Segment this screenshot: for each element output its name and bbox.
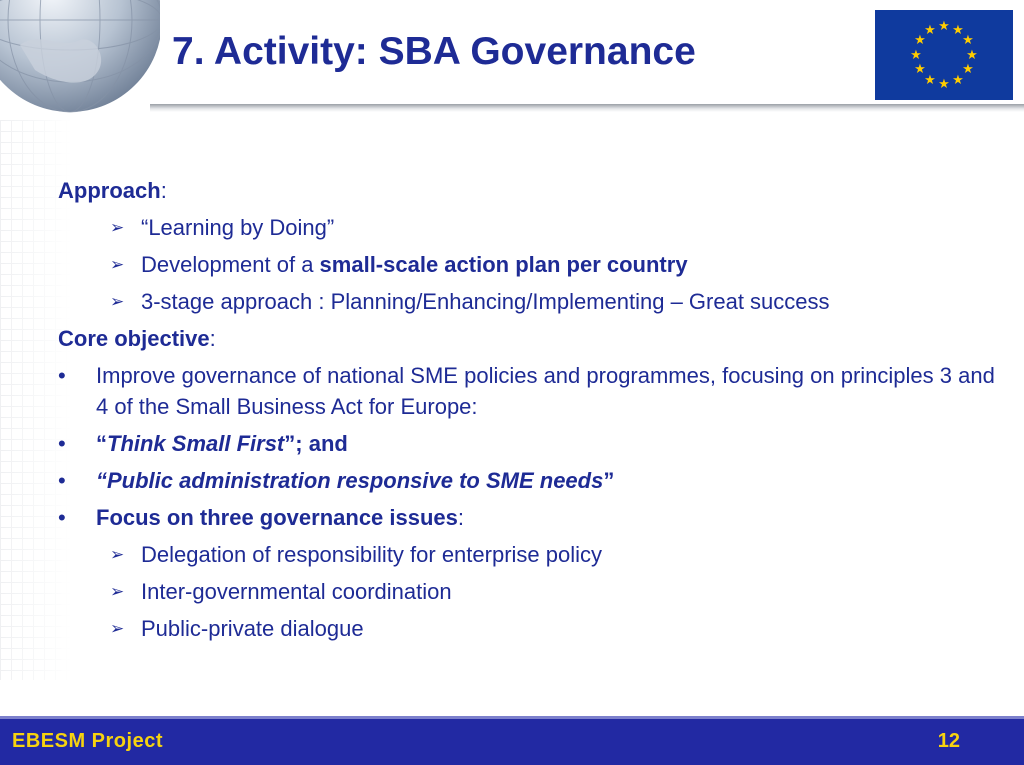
svg-text:★: ★ bbox=[910, 48, 922, 63]
bullet-icon: • bbox=[58, 468, 66, 493]
list-item: ➢ Development of a small-scale action plan per country bbox=[58, 246, 1008, 283]
svg-text:★: ★ bbox=[962, 62, 974, 77]
slide-title: 7. Activity: SBA Governance bbox=[172, 30, 696, 73]
svg-text:★: ★ bbox=[938, 77, 950, 92]
arrow-bullet-icon: ➢ bbox=[110, 582, 125, 601]
slide-body bbox=[58, 172, 1008, 647]
core-objective-heading: Core objective: bbox=[58, 326, 216, 351]
arrow-bullet-icon: ➢ bbox=[110, 255, 125, 274]
list-item: ➢ Inter-governmental coordination bbox=[58, 573, 1008, 610]
footer-label: EBESM Project bbox=[12, 730, 163, 752]
list-item: • Focus on three governance issues: bbox=[58, 499, 1008, 536]
svg-text:★: ★ bbox=[914, 33, 926, 48]
arrow-bullet-icon: ➢ bbox=[110, 619, 125, 638]
bullet-icon: • bbox=[58, 431, 66, 456]
list-item: ➢ 3-stage approach : Planning/Enhancing/Implementing – Great success bbox=[58, 283, 1008, 320]
list-item: • “Public administration responsive to SME needs” bbox=[58, 462, 1008, 499]
page-number: 12 bbox=[937, 730, 960, 752]
svg-text:★: ★ bbox=[952, 73, 964, 88]
title-rule bbox=[150, 104, 1024, 112]
svg-text:★: ★ bbox=[952, 23, 964, 38]
arrow-bullet-icon: ➢ bbox=[110, 218, 125, 237]
svg-text:★: ★ bbox=[924, 23, 936, 38]
svg-text:★: ★ bbox=[966, 48, 978, 63]
arrow-bullet-icon: ➢ bbox=[110, 545, 125, 564]
list-item: • “Think Small First”; and bbox=[58, 425, 1008, 462]
approach-heading: Approach: bbox=[58, 178, 167, 203]
list-item: ➢ Delegation of responsibility for enterprise policy bbox=[58, 536, 1008, 573]
footer-bar bbox=[0, 716, 1024, 765]
svg-text:★: ★ bbox=[914, 62, 926, 77]
bullet-icon: • bbox=[58, 505, 66, 530]
list-item: ➢ “Learning by Doing” bbox=[58, 209, 1008, 246]
list-item: • Improve governance of national SME policies and programmes, focusing on principles 3 and 4 of the Small Business Act for Europe: bbox=[58, 357, 1008, 425]
eu-flag-icon bbox=[875, 10, 1013, 100]
bullet-icon: • bbox=[58, 363, 66, 388]
globe-image bbox=[0, 0, 160, 120]
list-item: ➢ Public-private dialogue bbox=[58, 610, 1008, 647]
svg-text:★: ★ bbox=[938, 19, 950, 34]
svg-text:★: ★ bbox=[962, 33, 974, 48]
svg-text:★: ★ bbox=[924, 73, 936, 88]
arrow-bullet-icon: ➢ bbox=[110, 292, 125, 311]
